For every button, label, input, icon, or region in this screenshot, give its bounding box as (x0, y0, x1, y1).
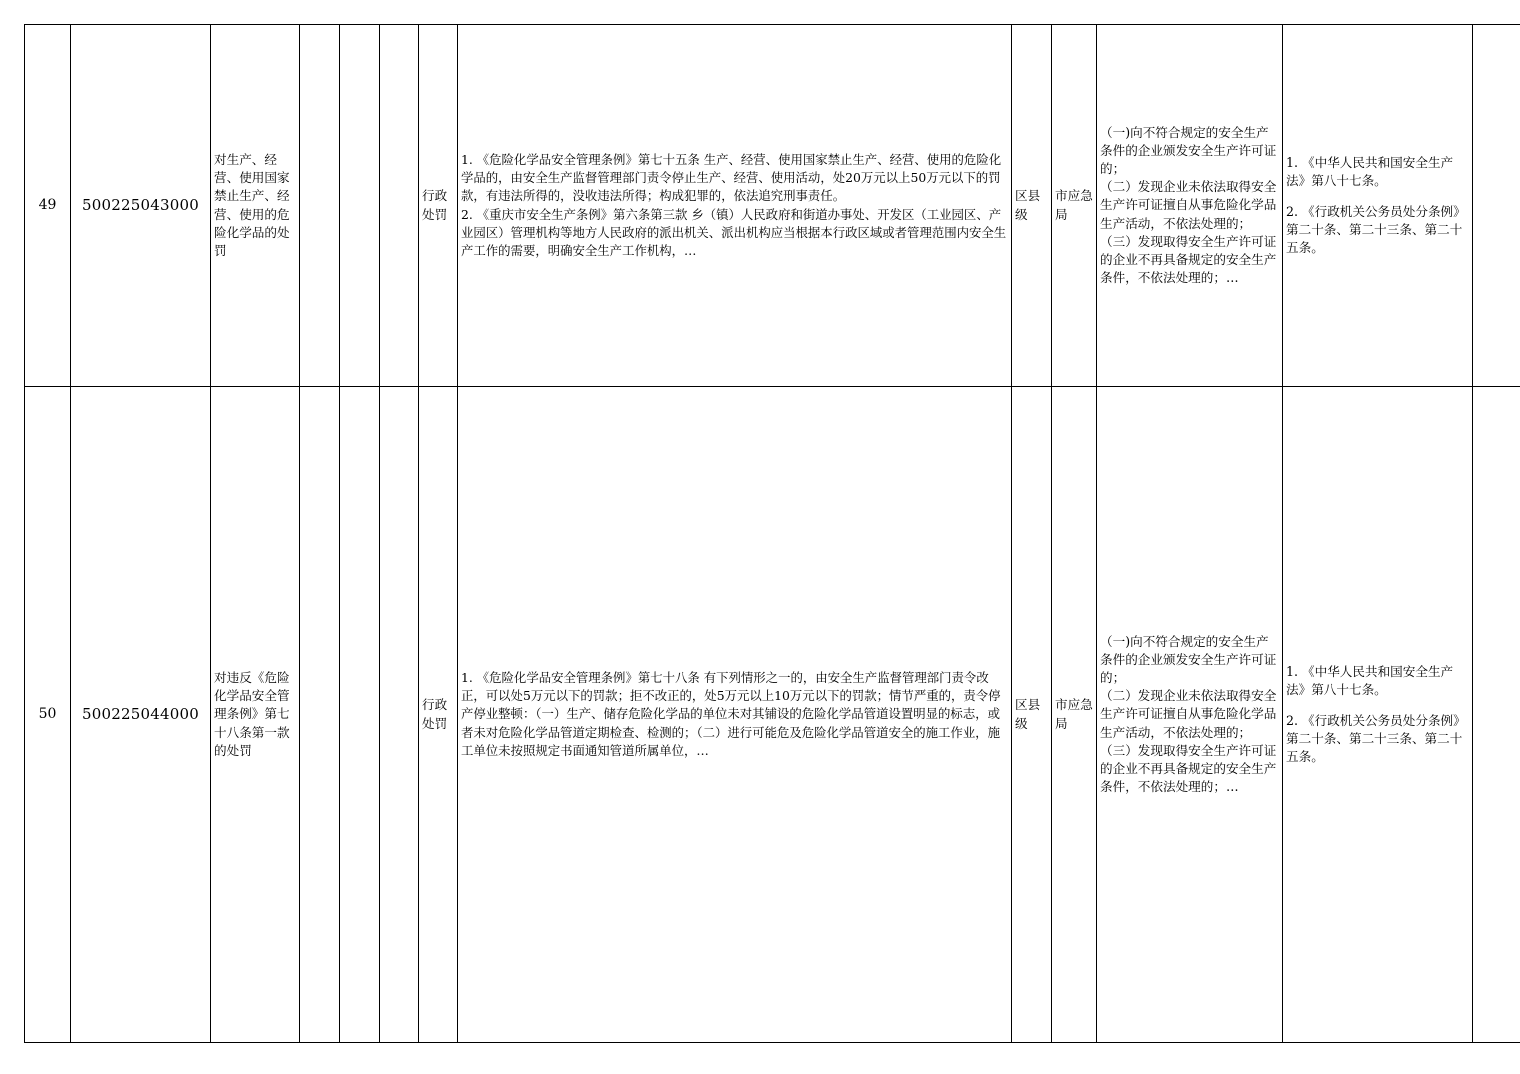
responsible-department: 市应急局 (1052, 25, 1097, 387)
exercise-level: 区县级 (1012, 25, 1052, 387)
exercise-level: 区县级 (1012, 387, 1052, 1043)
sub-item-cell (300, 25, 340, 387)
responsible-department: 市应急局 (1052, 387, 1097, 1043)
accountability-basis: 1. 《中华人民共和国安全生产法》第八十七条。 2. 《行政机关公务员处分条例》第二十条、第二十三条、第二十五条。 (1283, 387, 1473, 1043)
legal-basis: 1. 《危险化学品安全管理条例》第七十五条 生产、经营、使用国家禁止生产、经营、使用的危险化学品的，由安全生产监督管理部门责令停止生产、经营、使用活动，处20万元以上50万元以下的罚款，有违法所得的，没收违法所得；构成犯罪的，依法追究刑事责任。 2. 《重庆市安全生产条例》第六条第三款 乡（镇）人民政府和街道办事处、开发区（工业园区、产业园区）管理机构等地方人民政府的派出机关、派出机构应当根据本行政区域或者管理范围内安全生产工作的需要，明确安全生产工作机构，… (458, 25, 1012, 387)
table-row (25, 387, 1520, 1043)
row-seq: 49 (25, 25, 71, 387)
accountability-basis: 1. 《中华人民共和国安全生产法》第八十七条。 2. 《行政机关公务员处分条例》第二十条、第二十三条、第二十五条。 (1283, 25, 1473, 387)
empty-cell (380, 25, 419, 387)
table-row (25, 25, 1520, 387)
item-name: 对违反《危险化学品安全管理条例》第七十八条第一款的处罚 (211, 387, 300, 1043)
item-code: 500225044000 (71, 387, 211, 1043)
row-seq: 50 (25, 387, 71, 1043)
empty-cell (340, 25, 380, 387)
item-type: 行政处罚 (419, 387, 458, 1043)
item-name: 对生产、经营、使用国家禁止生产、经营、使用的危险化学品的处罚 (211, 25, 300, 387)
accountability-circumstances: （一)向不符合规定的安全生产条件的企业颁发安全生产许可证的； （二）发现企业未依法取得安全生产许可证擅自从事危险化学品生产活动，不依法处理的； （三）发现取得安全生产许可证的企业不再具备规定的安全生产条件，不依法处理的；… (1097, 387, 1283, 1043)
remarks-cell (1473, 387, 1520, 1043)
remarks-cell (1473, 25, 1520, 387)
empty-cell (340, 387, 380, 1043)
item-code: 500225043000 (71, 25, 211, 387)
accountability-circumstances: （一)向不符合规定的安全生产条件的企业颁发安全生产许可证的； （二）发现企业未依法取得安全生产许可证擅自从事危险化学品生产活动，不依法处理的； （三）发现取得安全生产许可证的企业不再具备规定的安全生产条件，不依法处理的；… (1097, 25, 1283, 387)
sub-item-cell (300, 387, 340, 1043)
item-type: 行政处罚 (419, 25, 458, 387)
legal-basis: 1. 《危险化学品安全管理条例》第七十八条 有下列情形之一的，由安全生产监督管理部门责令改正，可以处5万元以下的罚款；拒不改正的，处5万元以上10万元以下的罚款；情节严重的，责令停产停业整顿：（一）生产、储存危险化学品的单位未对其铺设的危险化学品管道设置明显的标志，或者未对危险化学品管道定期检查、检测的；（二）进行可能危及危险化学品管道安全的施工作业，施工单位未按照规定书面通知管道所属单位，… (458, 387, 1012, 1043)
power-list-table (24, 24, 1520, 1043)
empty-cell (380, 387, 419, 1043)
